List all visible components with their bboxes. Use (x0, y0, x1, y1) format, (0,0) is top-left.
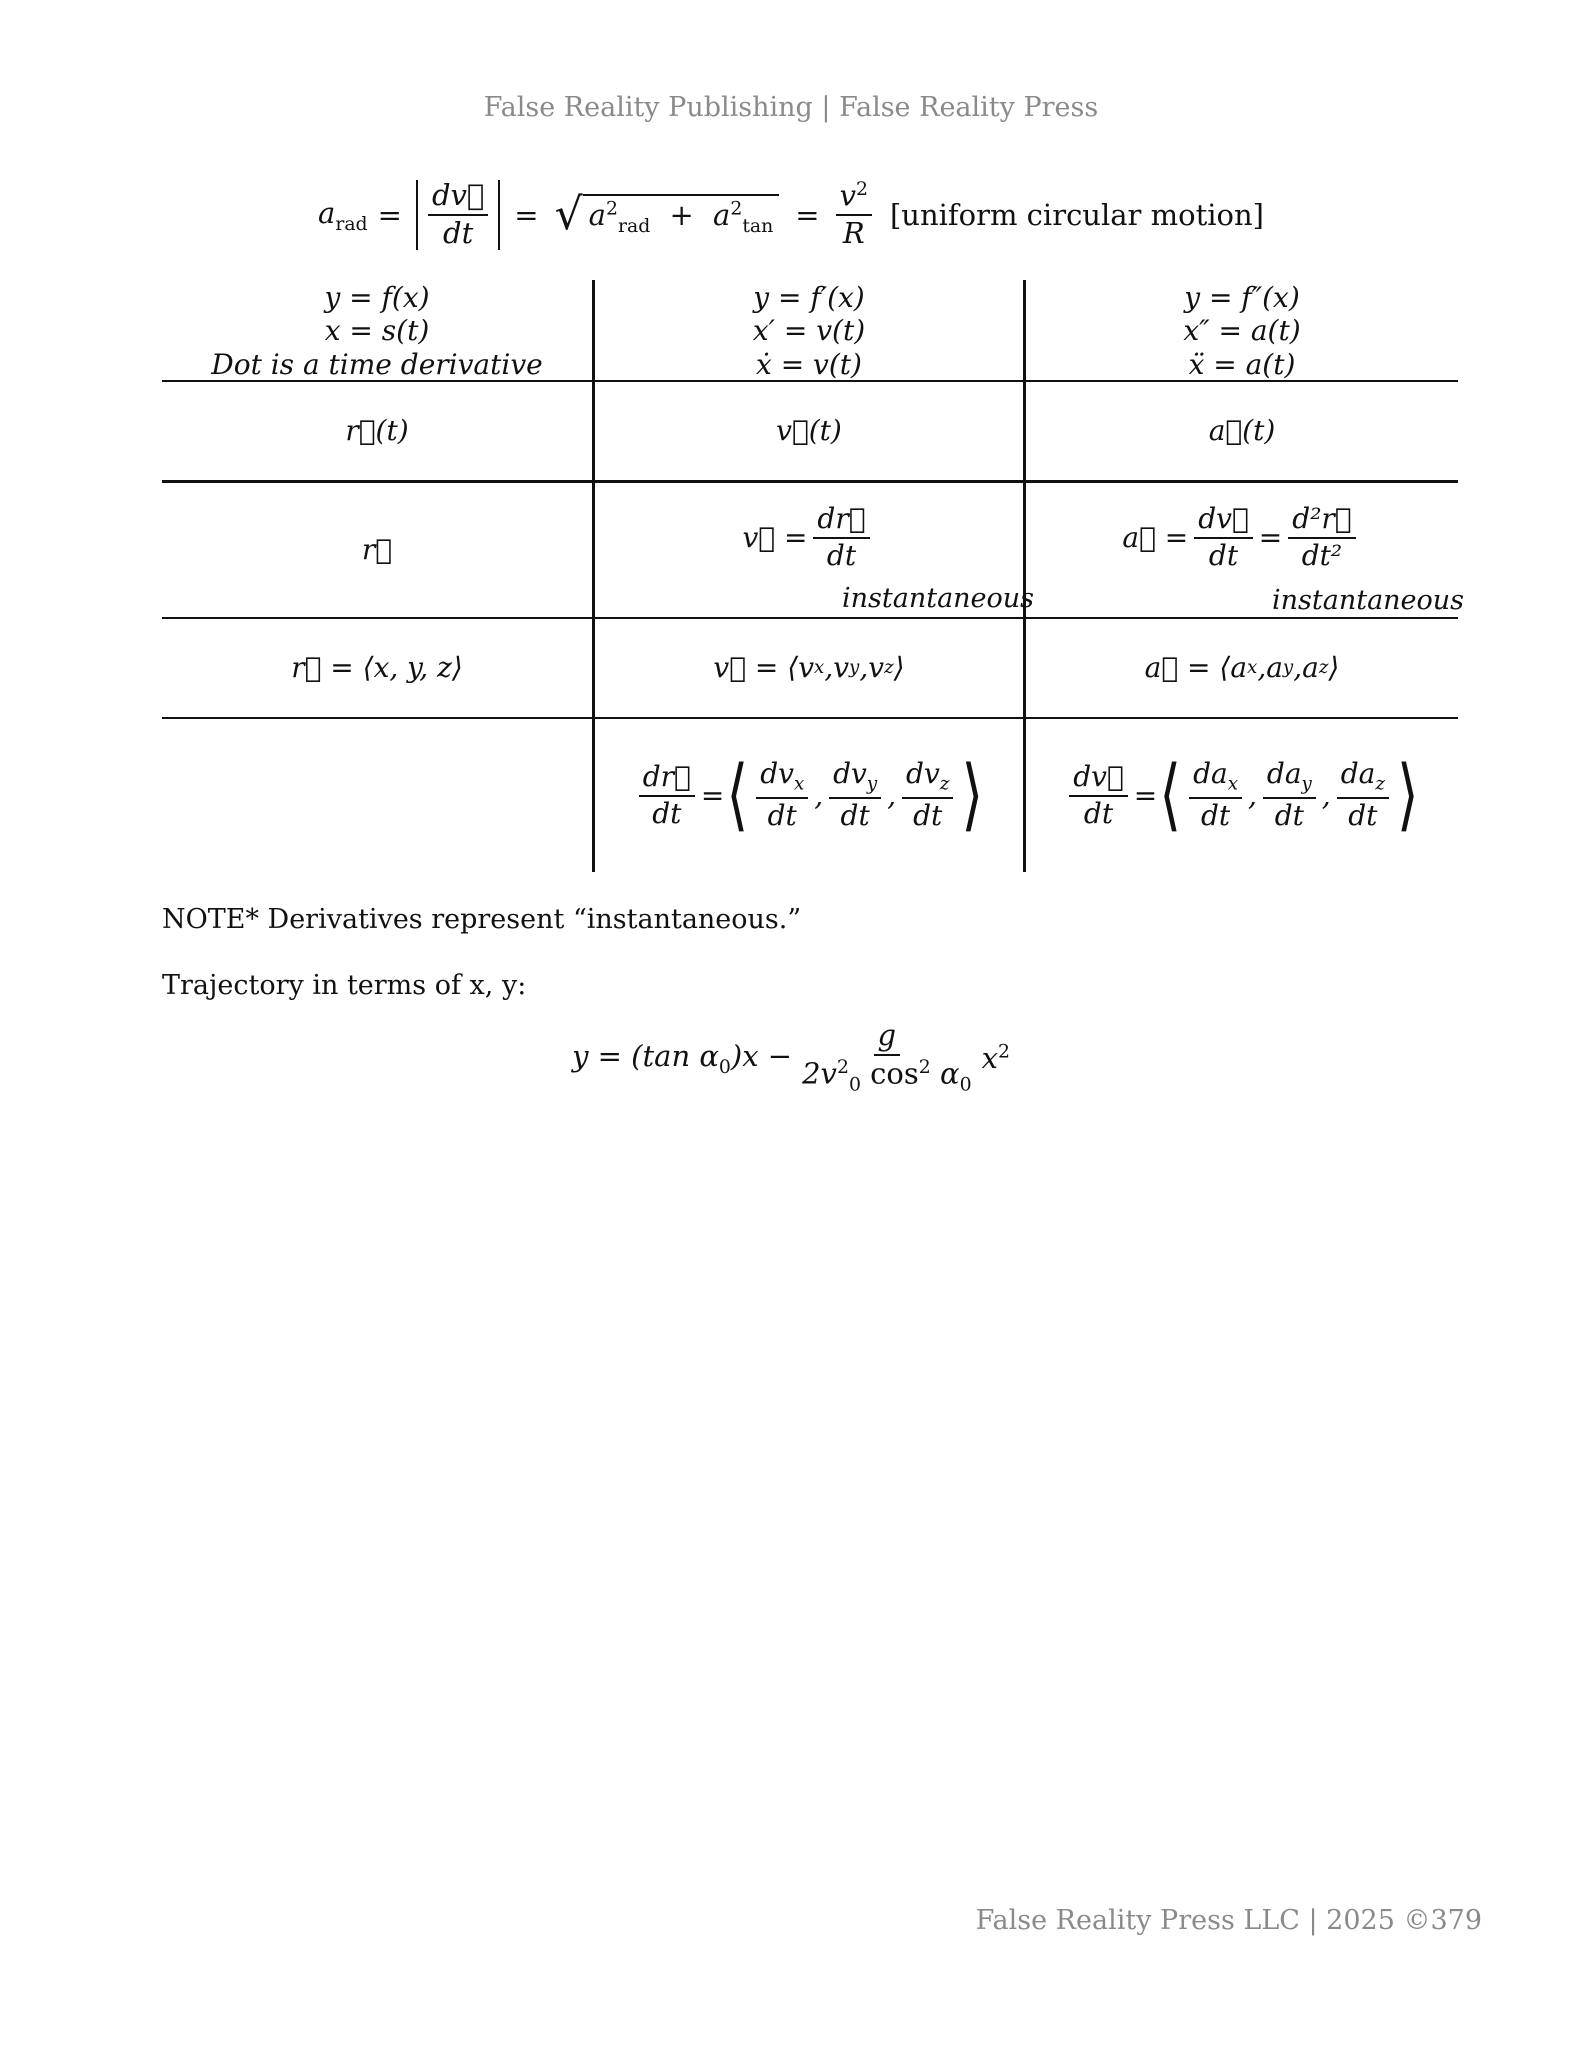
derivatives-note: NOTE* Derivatives represent “instantaneous.” (162, 904, 802, 935)
header-cell-acceleration: y = f″(x) x″ = a(t) ẍ = a(t) (1183, 281, 1301, 381)
position-components-cell: r⃗ = ⟨x, y, z⟩ (291, 651, 463, 685)
velocity-function-cell: v⃗(t) (776, 414, 842, 448)
trajectory-equation: y = (tan $\alpha_0)x$ − $\frac{g}{2v^2_0 \cos^2 \alpha_0}$ $x^2$ (572, 1018, 1010, 1096)
acceleration-component-derivative-cell: $\frac{dv⃗}{dt}$ = ⟨ $\frac{da_x}{dt}$ , $\frac{da_y}{dt}$ , $\frac{da_z}{dt}$ ⟩ (1026, 719, 1458, 872)
header-cell-velocity: y = f′(x) x′ = v(t) ẋ = v(t) (752, 281, 866, 381)
instantaneous-label-acceleration: instantaneous (1272, 585, 1465, 616)
velocity-components-cell: v⃗ = ⟨ v x , v y , v z ⟩ (713, 651, 905, 685)
uniform-circular-label: [uniform circular motion] (889, 198, 1264, 232)
sqrt-expression: √ $a^2_{rad} + a^2_{tan}$ (555, 193, 780, 237)
acceleration-derivative-cell: a⃗ = $\frac{dv⃗}{dt}$ = $\frac{\text{d²r⃗}}{\text{dt²}}$ (1026, 483, 1458, 593)
position-function-cell: r⃗(t) (345, 414, 409, 448)
instantaneous-label-velocity: instantaneous (842, 583, 1035, 614)
header-cell-position: y = f(x) x = s(t) Dot is a time derivative (211, 281, 543, 381)
page-header: False Reality Publishing | False Reality Press (483, 92, 1099, 123)
a-rad-lhs: $a_{rad}$ (318, 195, 368, 235)
abs-derivative: $\frac{dv⃗}{dt}$ (416, 180, 500, 250)
acceleration-function-cell: a⃗(t) (1208, 414, 1276, 448)
v-squared-over-r: $\frac{v^2}{R}$ (836, 180, 872, 250)
page-footer: False Reality Press LLC | 2025 ©379 (975, 1905, 1482, 1936)
trajectory-label: Trajectory in terms of x, y: (162, 970, 527, 1001)
velocity-derivative-cell: v⃗ = $\frac{dr⃗}{dt}$ (595, 483, 1023, 593)
acceleration-components-cell: a⃗ = ⟨ a x , a y , a z ⟩ (1144, 651, 1340, 685)
velocity-component-derivative-cell: $\frac{dr⃗}{dt}$ = ⟨ $\frac{dv_x}{dt}$ , $\frac{dv_y}{dt}$ , $\frac{dv_z}{dt}$ ⟩ (595, 719, 1023, 872)
circular-motion-equation: $a_{rad}$ = $\frac{dv⃗}{dt}$ = √ $a^2_{rad} + a^2_{tan}$ = $\frac{v^2}{R}$ [uniform circular motion] (318, 178, 1264, 251)
position-vector-cell: r⃗ (361, 533, 393, 567)
